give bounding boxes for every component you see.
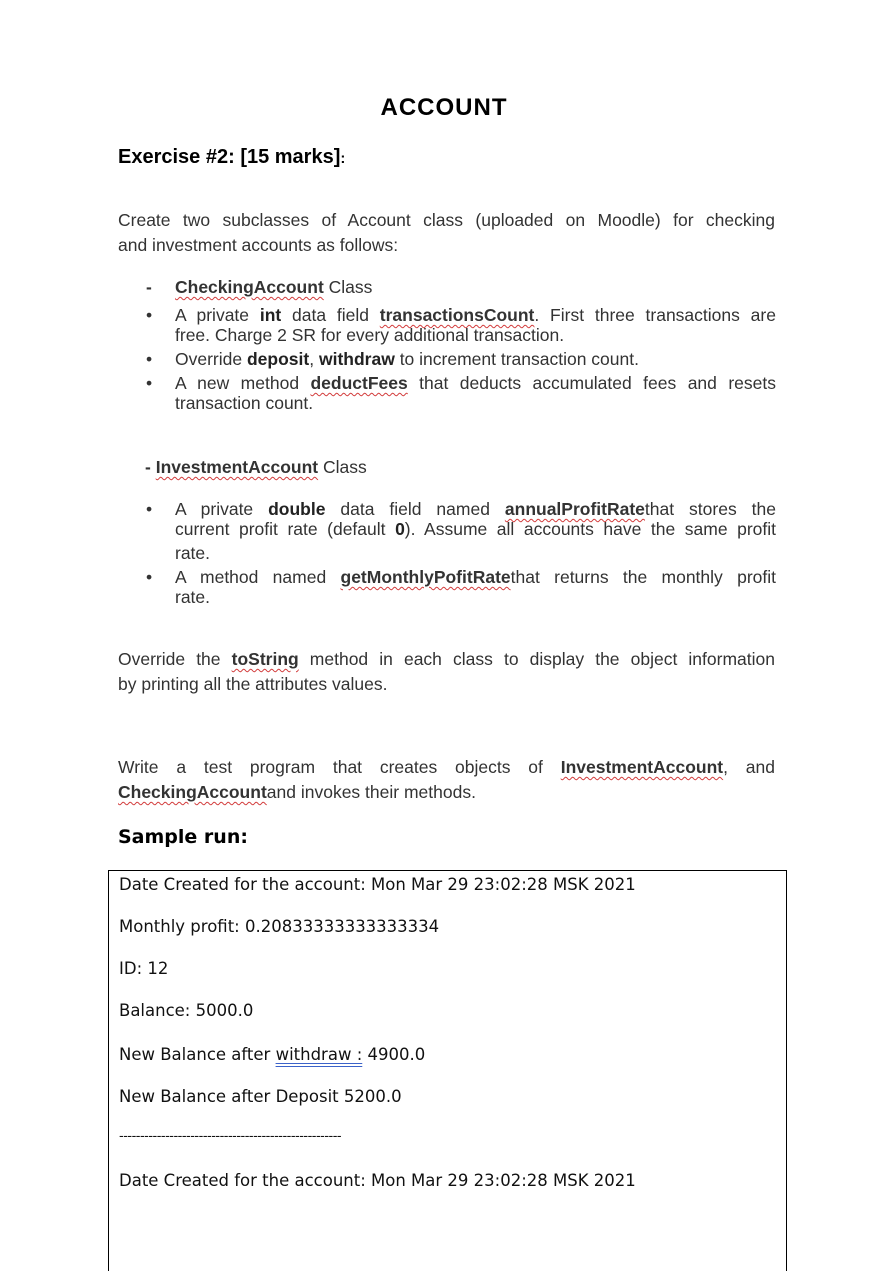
output-line: New Balance after withdraw : 4900.0 <box>119 1045 426 1064</box>
page-title: ACCOUNT <box>380 94 508 121</box>
investment-class-name: InvestmentAccount <box>155 457 319 477</box>
output-line: New Balance after Deposit 5200.0 <box>119 1087 402 1106</box>
tostring-paragraph: Override the toString method in each class to display the object information by printing all the attributes values. <box>118 649 775 694</box>
checking-class-name: CheckingAccount <box>175 277 324 297</box>
output-line: Date Created for the account: Mon Mar 29 23:02:28 MSK 2021 <box>119 1171 636 1190</box>
bullet-icon: • <box>146 373 153 393</box>
intro-paragraph: Create two subclasses of Account class (uploaded on Moodle) for checking and investment accounts as follows: <box>118 210 775 255</box>
test-program-paragraph: Write a test program that creates objects of InvestmentAccount, and CheckingAccountand invokes their methods. <box>118 757 775 802</box>
output-line: Balance: 5000.0 <box>119 1001 254 1020</box>
sample-run-heading: Sample run: <box>118 826 248 848</box>
document-page: ACCOUNT Exercise #2: [15 marks]: Create two subclasses of Account class (uploaded on Moodle) for checking and investment accounts as follows: - CheckingAccount Class • A private int data field transactionsCount. First three transactions are free. Charge 2 SR for every additional transaction. • Override deposit, withdraw to increment transaction count. • A new method deductFees that deducts accumulated fees and resets transaction count. - InvestmentAccount Class • A private double data field named annualProfitRatethat stores the current profit rate (default 0). Assume all accounts have the same profit rate. • A method named getMonthlyPofitRatethat returns the monthly profit rate. Override the toString method in each class to display the object information by printing all the attributes values. Write a test program that creates objects of InvestmentAccount, and CheckingAccountand invokes their methods. Sample run: Date Created for the account: Mon Mar 29 23:02:28 MSK 2021 Monthly profit: 0.20833333333333334 ID: 12 Balance: 5000.0 New Balance after withdraw : 4900.0 New Balance after Deposit 5200.0 ----------------------------------------------------- Date Created for the account: Mon Mar 29 23:02:28 MSK 2021 <box>0 0 888 1268</box>
sample-output-box <box>108 870 787 1271</box>
bullet-icon: • <box>146 499 153 519</box>
output-line: Monthly profit: 0.20833333333333334 <box>119 917 440 936</box>
output-separator: ----------------------------------------------------- <box>119 1129 342 1144</box>
bullet-icon: • <box>146 567 153 587</box>
output-line: Date Created for the account: Mon Mar 29 23:02:28 MSK 2021 <box>119 875 636 894</box>
investment-class-heading: - InvestmentAccount Class <box>145 457 367 477</box>
bullet-icon: • <box>146 305 153 325</box>
exercise-heading: Exercise #2: [15 marks]: <box>118 146 346 168</box>
bullet-icon: • <box>146 349 153 369</box>
output-line: ID: 12 <box>119 959 169 978</box>
grammar-flag-withdraw: withdraw : <box>275 1045 363 1064</box>
